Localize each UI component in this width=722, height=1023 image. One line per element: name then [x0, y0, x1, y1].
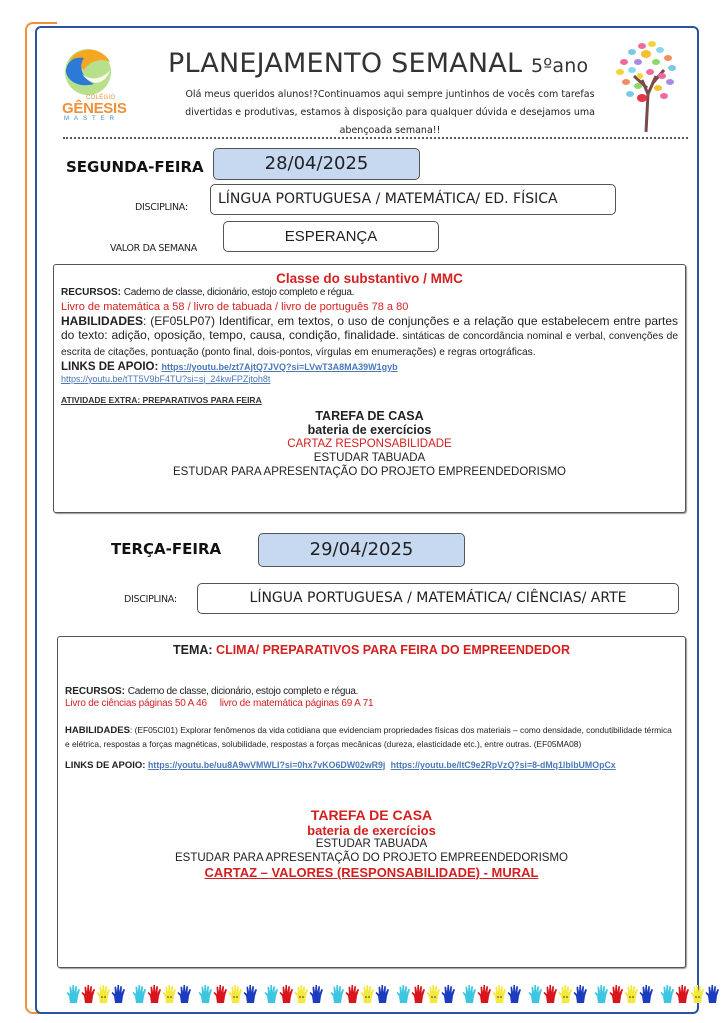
hand-icon — [66, 984, 81, 1004]
hand-icon — [624, 984, 639, 1004]
hand-icon — [309, 984, 324, 1004]
tuesday-theme-text: CLIMA/ PREPARATIVOS PARA FEIRA DO EMPREENDEDOR — [216, 643, 571, 657]
tuesday-skills-text: : (EF05CI01) Explorar fenômenos da vida cotidiana que evidenciam propriedades físicas dos materiais – como densidade, condutibilidade térmica e elétrica, respostas a forças magnéticas, solubilidade, respostas a forças mecânicas (dureza, elasticidade etc.), entre outras. (EF05MA08) — [65, 725, 672, 749]
hand-icon — [294, 984, 309, 1004]
hand-group — [660, 984, 720, 1008]
monday-theme: Classe do substantivo / MMC — [276, 271, 463, 286]
monday-books: Livro de matemática a 58 / livro de tabuada / livro de português 78 a 80 — [61, 300, 409, 313]
hand-icon — [639, 984, 654, 1004]
monday-content-box — [53, 264, 686, 513]
monday-homework-item: ESTUDAR TABUADA — [313, 452, 426, 465]
monday-skills-label: HABILIDADES — [61, 313, 144, 328]
logo-text-genesis: GÊNESIS — [62, 100, 127, 117]
monday-skills-extra: sintáticas de concordância nominal e verbal, convenções de escrita de citações, pontuação (ponto final, dois-pontos, vírgulas em enumerações) e regras ortográficas. — [61, 330, 679, 358]
monday-link-1[interactable]: https://youtu.be/zt7AjtQ7JVQ?si=LVwT3A8MA39W1gyb — [161, 361, 398, 372]
monday-homework — [61, 409, 678, 479]
hand-icon — [360, 984, 375, 1004]
footer-hands-border — [66, 984, 666, 1008]
hand-icon — [198, 984, 213, 1004]
tuesday-homework-poster: CARTAZ – VALORES (RESPONSABILIDADE) - MURAL — [204, 865, 539, 880]
hand-icon — [375, 984, 390, 1004]
hand-icon — [228, 984, 243, 1004]
monday-skills-main: : (EF05LP07) Identificar, em textos, o uso de conjunções e a relação que estabelecem entre partes do texto: adição, oposição, tempo, causa, condição, finalidade. — [61, 313, 678, 342]
monday-links-label: LINKS DE APOIO: — [61, 360, 159, 373]
monday-homework-item: CARTAZ RESPONSABILIDADE — [287, 438, 452, 451]
hand-icon — [243, 984, 258, 1004]
monday-resources-text: Caderno de classe, dicionário, estojo completo e régua. — [123, 287, 355, 298]
monday-skills — [61, 314, 678, 360]
logo-text-master: MASTER — [64, 116, 120, 122]
monday-resources-label: RECURSOS: — [61, 287, 122, 298]
hand-icon — [330, 984, 345, 1004]
hand-icon — [132, 984, 147, 1004]
colorful-tree-icon — [612, 36, 680, 134]
hand-icon — [111, 984, 126, 1004]
monday-resources — [61, 287, 678, 300]
hand-icon — [675, 984, 690, 1004]
greeting-line-2: divertidas e produtivas, estamos à disposição para qualquer dúvida e desejamos uma — [185, 107, 595, 118]
hand-icon — [660, 984, 675, 1004]
tuesday-skills-label: HABILIDADES — [65, 725, 130, 736]
tuesday-resources — [65, 686, 678, 698]
hand-icon — [609, 984, 624, 1004]
greeting-message — [170, 86, 610, 140]
hand-group — [132, 984, 192, 1008]
hand-icon — [558, 984, 573, 1004]
page-title — [168, 48, 608, 79]
tuesday-homework-title: TAREFA DE CASA — [310, 807, 433, 823]
school-logo — [62, 44, 132, 124]
tuesday-theme-label: TEMA: — [172, 643, 213, 657]
hand-group — [396, 984, 456, 1008]
grade-label: 5ºano — [530, 55, 589, 77]
hand-icon — [492, 984, 507, 1004]
hand-icon — [507, 984, 522, 1004]
hand-icon — [396, 984, 411, 1004]
greeting-line-3: abençoada semana!! — [339, 125, 441, 136]
tuesday-discipline-label: DISCIPLINA: — [124, 594, 177, 605]
tuesday-homework-item: ESTUDAR PARA APRESENTAÇÃO DO PROJETO EMPREENDEDORISMO — [175, 851, 568, 864]
tuesday-resources-label: RECURSOS: — [65, 686, 126, 697]
monday-link-2[interactable]: https://youtu.be/tTT5V9bF4TU?si=sj_24kwFPZjtoh8t — [61, 373, 271, 384]
hand-icon — [147, 984, 162, 1004]
tuesday-link-1[interactable]: https://youtu.be/uu8A9wVMWLI?si=0hx7vKO6DW02wR9j — [148, 760, 386, 770]
hand-icon — [573, 984, 588, 1004]
tuesday-homework — [65, 807, 678, 880]
tuesday-content-box — [57, 636, 686, 968]
tuesday-links — [65, 760, 678, 771]
hand-group — [528, 984, 588, 1008]
hand-group — [198, 984, 258, 1008]
hand-icon — [477, 984, 492, 1004]
hand-icon — [426, 984, 441, 1004]
tuesday-date-box: 29/04/2025 — [258, 533, 465, 567]
header-divider — [63, 137, 688, 139]
monday-homework-title: TAREFA DE CASA — [315, 409, 424, 424]
monday-discipline-field: LÍNGUA PORTUGUESA / MATEMÁTICA/ ED. FÍSICA — [210, 184, 616, 215]
tuesday-skills — [65, 724, 678, 750]
hand-icon — [441, 984, 456, 1004]
hand-icon — [543, 984, 558, 1004]
hand-group — [264, 984, 324, 1008]
hand-icon — [345, 984, 360, 1004]
tuesday-day-label: TERÇA-FEIRA — [111, 540, 222, 558]
hand-group — [66, 984, 126, 1008]
monday-value-field: ESPERANÇA — [223, 221, 439, 252]
tuesday-theme — [65, 642, 678, 658]
hand-icon — [690, 984, 705, 1004]
hand-icon — [279, 984, 294, 1004]
tuesday-books: Livro de ciências páginas 50 A 46 livro de matemática páginas 69 A 71 — [65, 698, 374, 709]
tuesday-homework-sub: bateria de exercícios — [307, 823, 436, 838]
hand-icon — [462, 984, 477, 1004]
monday-day-label: SEGUNDA-FEIRA — [66, 158, 204, 176]
tuesday-link-2[interactable]: https://youtu.be/ltC9e2RpVzQ?si=8-dMq1lblbUMOpCx — [390, 760, 616, 770]
monday-extra-activity: ATIVIDADE EXTRA: PREPARATIVOS PARA FEIRA — [61, 394, 262, 405]
tuesday-homework-item: ESTUDAR TABUADA — [315, 838, 428, 850]
hand-icon — [594, 984, 609, 1004]
monday-value-label: VALOR DA SEMANA — [110, 243, 197, 254]
monday-date-box: 28/04/2025 — [213, 148, 420, 180]
hand-icon — [213, 984, 228, 1004]
tuesday-resources-text: Caderno de classe, dicionário, estojo completo e régua. — [127, 686, 359, 697]
hand-icon — [411, 984, 426, 1004]
monday-homework-item: ESTUDAR PARA APRESENTAÇÃO DO PROJETO EMPREENDEDORISMO — [173, 466, 566, 479]
greeting-line-1: Olá meus queridos alunos!?Continuamos aqui sempre juntinhos de vocês com tarefas — [185, 89, 595, 100]
hand-group — [594, 984, 654, 1008]
hand-icon — [162, 984, 177, 1004]
title-text: PLANEJAMENTO SEMANAL — [168, 48, 523, 79]
tree-illustration — [612, 36, 680, 134]
monday-homework-item: bateria de exercícios — [307, 423, 432, 438]
tuesday-links-label: LINKS DE APOIO: — [65, 760, 146, 771]
tuesday-discipline-field: LÍNGUA PORTUGUESA / MATEMÁTICA/ CIÊNCIAS/ ARTE — [197, 583, 679, 614]
hand-icon — [96, 984, 111, 1004]
logo-text-colegio: COLÉGIO — [86, 95, 116, 101]
hand-icon — [177, 984, 192, 1004]
hand-icon — [705, 984, 720, 1004]
hand-icon — [264, 984, 279, 1004]
monday-discipline-label: DISCIPLINA: — [135, 202, 188, 213]
hand-icon — [528, 984, 543, 1004]
hand-group — [462, 984, 522, 1008]
monday-links — [61, 361, 678, 374]
hand-icon — [81, 984, 96, 1004]
hand-group — [330, 984, 390, 1008]
